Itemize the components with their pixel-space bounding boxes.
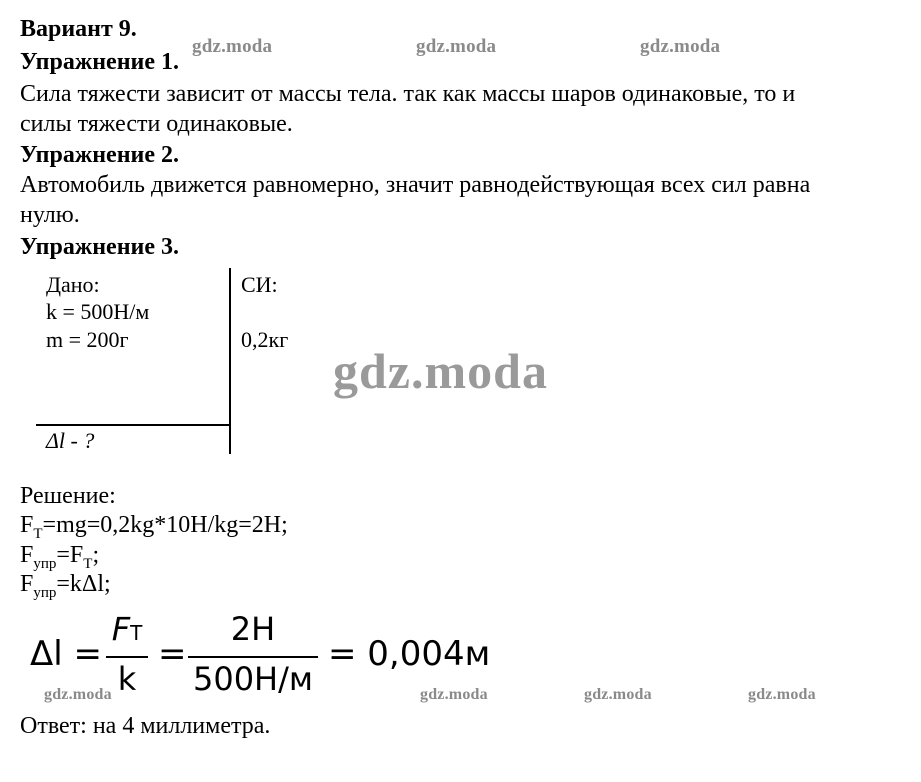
fraction-bar-2 [188, 656, 318, 658]
variant-title: Вариант 9. [20, 16, 137, 42]
table-horizontal-divider [36, 424, 230, 426]
given-header: Дано: [46, 272, 100, 297]
formula-numerator-2: 2Н [230, 610, 276, 648]
formula-equals-2: = [158, 634, 187, 674]
formula-denominator-1: k [117, 660, 137, 698]
solution-line-1: $F_T=mg=0,2kg*10H/kg=2H$; [20, 512, 288, 542]
formula-result: = 0,004м [328, 634, 491, 674]
find-unknown: Δl - ? [46, 428, 95, 453]
given-m: m = 200г [46, 327, 129, 352]
formula-lhs: Δl = [30, 634, 103, 674]
watermark-top-3: gdz.moda [640, 36, 721, 57]
exercise-2-line-1: Автомобиль движется равномерно, значит равнодействующая всех сил равна [20, 172, 811, 198]
formula-denominator-2: 500Н/м [192, 660, 314, 698]
exercise-1-line-1: Сила тяжести зависит от массы тела. так как массы шаров одинаковые, то и [20, 81, 796, 107]
exercise-3-title: Упражнение 3. [20, 234, 180, 260]
exercise-2-line-2: нулю. [20, 202, 80, 228]
watermark-bottom-3: gdz.moda [584, 686, 652, 703]
exercise-1-title: Упражнение 1. [20, 49, 180, 75]
watermark-bottom-1: gdz.moda [44, 686, 112, 703]
formula-numerator-1: FT [111, 610, 143, 648]
given-k: k = 500Н/м [46, 299, 150, 324]
si-mass: 0,2кг [241, 327, 289, 352]
watermark-top-1: gdz.moda [192, 36, 273, 57]
watermark-top-2: gdz.moda [416, 36, 497, 57]
exercise-1-line-2: силы тяжести одинаковые. [20, 111, 293, 137]
si-header: СИ: [241, 272, 278, 297]
watermark-bottom-2: gdz.moda [420, 686, 488, 703]
watermark-bottom-4: gdz.moda [748, 686, 816, 703]
fraction-bar-1 [106, 656, 148, 658]
exercise-2-title: Упражнение 2. [20, 142, 180, 168]
watermark-large: gdz.moda [333, 343, 548, 399]
answer: Ответ: на 4 миллиметра. [20, 713, 271, 739]
solution-label: Решение: [20, 483, 116, 509]
table-vertical-divider [229, 268, 231, 454]
solution-line-2: $F_{упр}=F_T$; [20, 542, 100, 572]
solution-line-3: $F_{упр}=k\Delta l$; [20, 571, 111, 601]
